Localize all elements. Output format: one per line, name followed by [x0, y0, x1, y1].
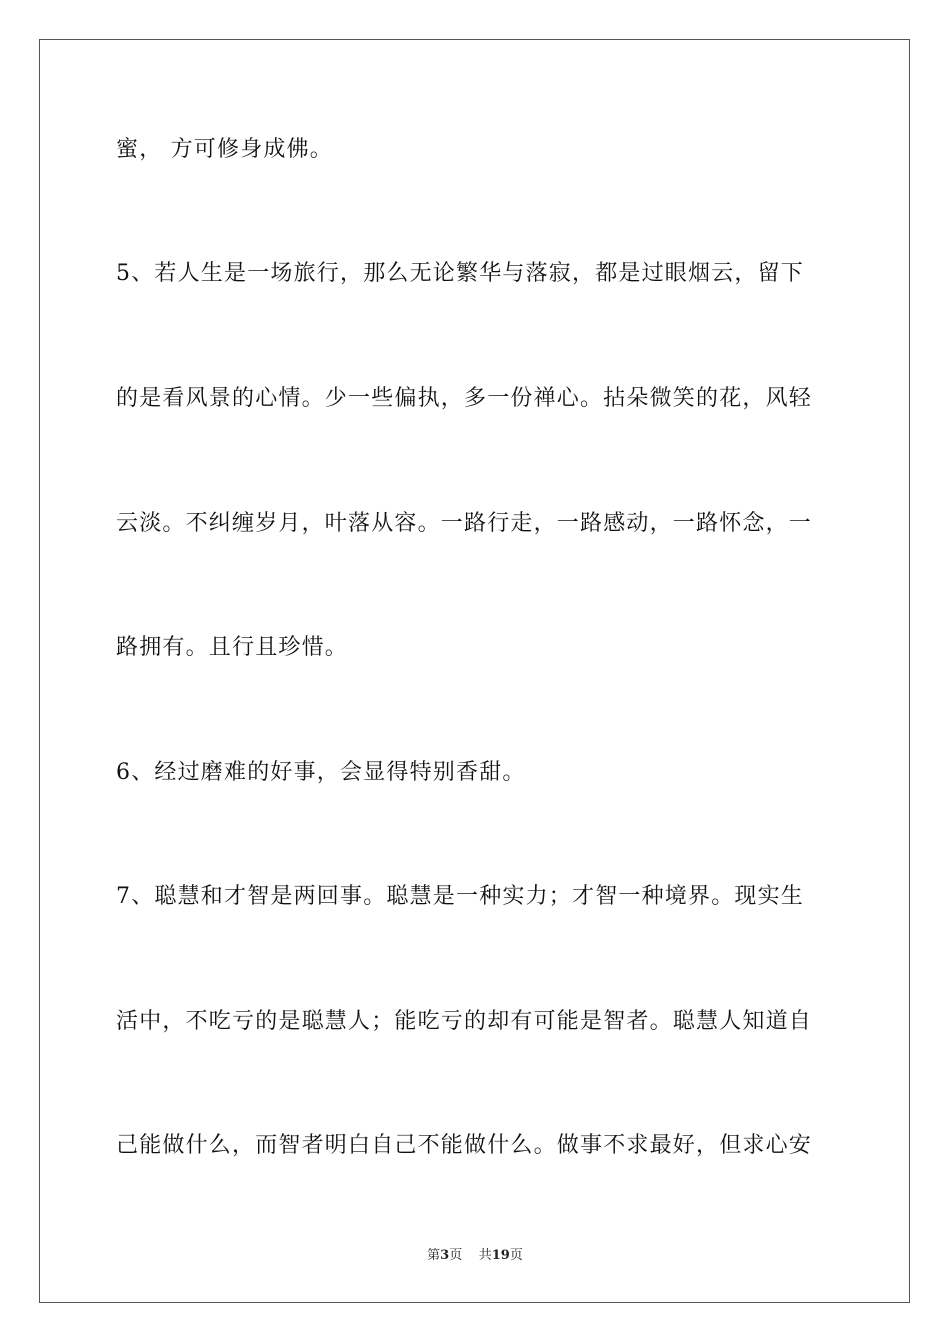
text-line-8: 活中，不吃亏的是聪慧人；能吃亏的却有可能是智者。聪慧人知道自: [116, 1009, 813, 1034]
text-line-6: 6、经过磨难的好事，会显得特别香甜。: [116, 760, 526, 785]
page-border: [39, 39, 910, 1303]
page-prefix: 第: [427, 1248, 441, 1263]
text-line-9: 己能做什么，而智者明白自己不能做什么。做事不求最好，但求心安: [116, 1133, 813, 1158]
total-suffix: 页: [509, 1248, 523, 1263]
total-prefix: 共: [478, 1248, 492, 1263]
text-line-1: 蜜， 方可修身成佛。: [116, 137, 333, 162]
text-line-7: 7、聪慧和才智是两回事。聪慧是一种实力；才智一种境界。现实生: [116, 884, 804, 909]
page-suffix: 页: [449, 1248, 463, 1263]
total-pages: 19: [491, 1248, 510, 1263]
text-line-4: 云淡。不纠缠岁月，叶落从容。一路行走，一路感动，一路怀念，一: [116, 511, 813, 536]
page-footer: [0, 1247, 950, 1265]
page-number: 3: [440, 1248, 450, 1263]
text-line-5: 路拥有。且行且珍惜。: [116, 635, 349, 660]
text-line-2: 5、若人生是一场旅行，那么无论繁华与落寂，都是过眼烟云，留下: [116, 261, 804, 286]
text-line-3: 的是看风景的心情。少一些偏执，多一份禅心。拈朵微笑的花，风轻: [116, 386, 813, 411]
